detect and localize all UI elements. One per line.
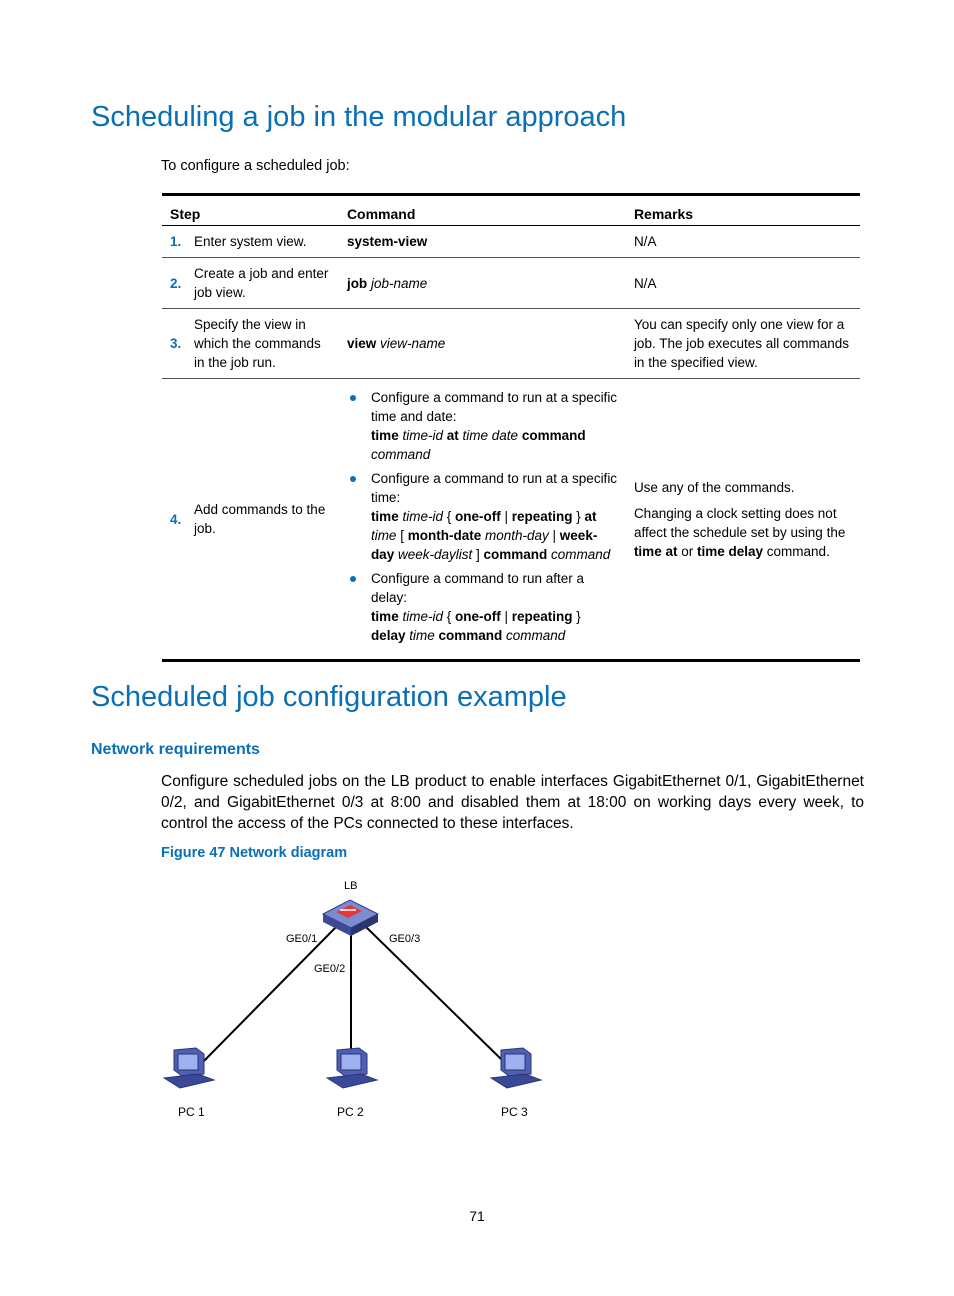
port-label: GE0/3 [389, 933, 421, 945]
network-diagram [150, 870, 570, 1130]
header-remarks: Remarks [626, 195, 860, 226]
command-arg: view-name [379, 336, 446, 351]
step-text: Enter system view. [186, 226, 339, 258]
bullet-item [347, 388, 618, 464]
command-keyword: view [346, 336, 377, 351]
bullet-icon [350, 476, 356, 482]
port-label: GE0/2 [314, 963, 346, 975]
bullet-icon [350, 576, 356, 582]
port-label: GE0/1 [286, 933, 318, 945]
subsection-title: Network requirements [91, 741, 260, 758]
header-step: Step [162, 195, 339, 226]
device-label: LB [344, 880, 358, 892]
figure-caption: Figure 47 Network diagram [161, 845, 348, 861]
bullet-text: Configure a command to run after a delay: [370, 571, 585, 605]
pc-label: PC 3 [501, 1105, 528, 1119]
bullet-icon [350, 395, 356, 401]
table-row [162, 226, 860, 258]
remarks-line: Use any of the commands. [633, 479, 795, 495]
step-number: 4. [162, 379, 186, 661]
remarks-cell [626, 379, 860, 661]
table-row [162, 258, 860, 309]
link-ge0-3 [364, 925, 502, 1060]
command-arg: job-name [370, 275, 428, 291]
command-cell [339, 258, 626, 309]
table-row [162, 379, 860, 661]
section-title: Scheduling a job in the modular approach [91, 101, 627, 133]
remarks-cell: You can specify only one view for a job. The job executes all commands in the specified view. [626, 309, 860, 379]
link-ge0-1 [200, 925, 338, 1065]
section-title: Scheduled job configuration example [91, 681, 567, 713]
command-bullets [347, 388, 618, 645]
step-number: 2. [162, 258, 186, 309]
remarks-cell: N/A [626, 258, 860, 309]
pc-icon [327, 1048, 377, 1088]
command-keyword: job [346, 275, 368, 291]
header-command: Command [339, 195, 626, 226]
command-syntax: time time-id { one-off | repeating } delay time command command [370, 609, 581, 643]
remarks-cell: N/A [626, 226, 860, 258]
pc-icon [164, 1048, 214, 1088]
steps-table [162, 193, 860, 662]
command-syntax: time time-id at time date command command [370, 428, 586, 462]
table-row [162, 309, 860, 379]
page-number: 71 [469, 1208, 485, 1224]
remarks-line: Changing a clock setting does not affect the schedule set by using the time at or time delay command. [633, 505, 846, 559]
bullet-item [347, 569, 618, 645]
intro-text: To configure a scheduled job: [161, 158, 350, 174]
bullet-text: Configure a command to run at a specific time and date: [370, 390, 618, 424]
command-cell [339, 226, 626, 258]
command-cell [339, 379, 626, 661]
command-keyword: system-view [346, 234, 428, 249]
command-cell [339, 309, 626, 379]
bullet-item [347, 469, 618, 564]
step-number: 1. [162, 226, 186, 258]
step-text: Add commands to the job. [186, 379, 339, 661]
pc-icon [491, 1048, 541, 1088]
body-paragraph: Configure scheduled jobs on the LB product to enable interfaces GigabitEthernet 0/1, GigabitEthernet 0/2, and GigabitEthernet 0/3 at 8:00 and disabled them at 18:00 on working days every week, to control the access of the PCs connected to these interfaces. [161, 773, 864, 832]
pc-label: PC 2 [337, 1105, 364, 1119]
step-text: Specify the view in which the commands in the job run. [186, 309, 339, 379]
step-number: 3. [162, 309, 186, 379]
pc-label: PC 1 [178, 1105, 205, 1119]
command-syntax: time time-id { one-off | repeating } at time [ month-date month-day | week-day week-daylist ] command command [370, 509, 611, 562]
step-text: Create a job and enter job view. [186, 258, 339, 309]
bullet-text: Configure a command to run at a specific time: [370, 471, 618, 505]
